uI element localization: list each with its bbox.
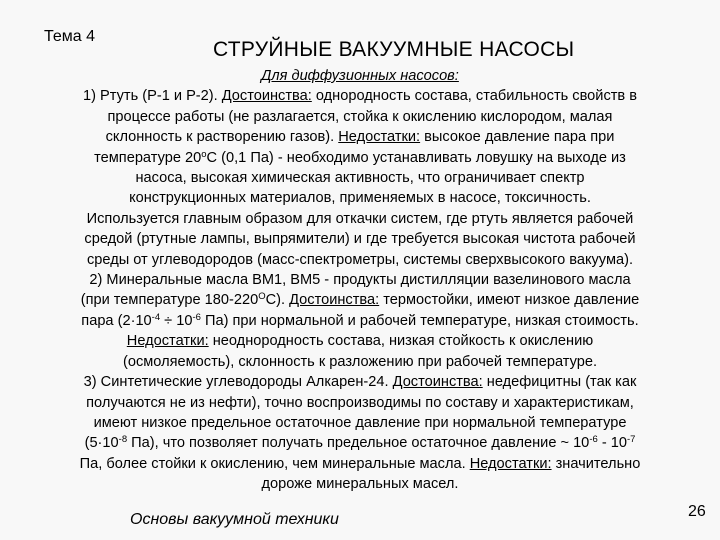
mineral-line-3-c: Па) при нормальной и рабочей температуре, низкая стоимость.	[200, 312, 639, 329]
mercury-usage-line-2: средой (ртутные лампы, выпрямители) и где требуется высокая чистота рабочей	[84, 231, 636, 248]
mercury-line-4-start: температуре 20	[94, 149, 202, 166]
mineral-line-3-b: ÷ 10	[160, 312, 193, 329]
slide-body	[10, 66, 710, 495]
mineral-line-4	[10, 331, 710, 351]
mercury-usage-line-1: Используется главным образом для откачки систем, где ртуть является рабочей	[86, 210, 634, 227]
mineral-disadvantages-text: неоднородность состава, низкая стойкость к окислению	[208, 333, 594, 350]
synthetic-intro: 3) Синтетические углеводороды Алкарен-24.	[83, 374, 393, 391]
synthetic-line-2: получаются не из нефти), точно воспроизводимы по составу и характеристикам,	[86, 394, 634, 411]
synthetic-line-4	[10, 433, 710, 453]
synthetic-line-1	[10, 372, 710, 392]
mercury-advantages-text-end: склонность к растворению газов).	[105, 129, 339, 146]
mercury-line-6: конструкционных материалов, применяемых в насосе, токсичность.	[129, 190, 591, 207]
exponent-superscript: -6	[589, 434, 598, 446]
page-number: 26	[688, 503, 706, 520]
degree-superscript: о	[201, 148, 207, 160]
mercury-advantages-label: Достоинства:	[221, 88, 312, 105]
mineral-line-3	[10, 311, 710, 331]
synthetic-advantages-label: Достоинства:	[392, 374, 483, 391]
mercury-disadvantages-label: Недостатки:	[338, 129, 421, 146]
synthetic-line-5-a: Па, более стойки к окислению, чем минеральные масла.	[79, 455, 470, 472]
exponent-superscript: -7	[626, 434, 636, 446]
mineral-line-2	[10, 290, 710, 310]
mineral-line-5: (осмоляемость), склонность к разложению при рабочей температуре.	[122, 353, 598, 370]
mineral-line-3-a: пара (2·10	[81, 312, 152, 329]
degree-superscript: О	[258, 291, 266, 303]
slide-title: СТРУЙНЫЕ ВАКУУМНЫЕ НАСОСЫ	[213, 38, 575, 61]
synthetic-line-5	[10, 454, 710, 474]
mineral-advantages-text: термостойки, имеют низкое давление	[379, 292, 640, 309]
mercury-disadvantages-text: высокое давление пара при	[420, 129, 615, 146]
exponent-superscript: -8	[118, 434, 128, 446]
synthetic-disadvantages-label: Недостатки:	[469, 455, 552, 472]
mercury-line-2: процессе работы (не разлагается, стойка к окислению кислородом, малая	[107, 108, 613, 125]
mineral-line-2-start: (при температуре 180-220	[80, 292, 259, 309]
mercury-line-1	[10, 86, 710, 106]
exponent-superscript: -6	[192, 311, 201, 323]
footer-course-title: Основы вакуумной техники	[130, 511, 339, 528]
mercury-usage-line-3: среды от углеводородов (масс-спектрометры, системы сверхвысокого вакуума).	[86, 251, 634, 268]
synthetic-line-4-c: - 10	[597, 435, 627, 452]
subtitle: Для диффузионных насосов:	[261, 68, 459, 84]
mercury-intro: 1) Ртуть (Р-1 и Р-2).	[82, 88, 222, 105]
synthetic-line-4-a: (5·10	[84, 435, 119, 452]
synthetic-advantages-text: недефицитны (так как	[482, 374, 637, 391]
synthetic-line-6: дороже минеральных масел.	[261, 476, 459, 493]
synthetic-line-4-b: Па), что позволяет получать предельное остаточное давление ~ 10	[127, 435, 590, 452]
mercury-line-3	[10, 127, 710, 147]
mercury-advantages-text: однородность состава, стабильность свойств в	[311, 88, 637, 105]
mineral-line-1: 2) Минеральные масла ВМ1, ВМ5 - продукты дистилляции вазелинового масла	[89, 272, 631, 289]
mineral-line-2-mid: С).	[265, 292, 290, 309]
synthetic-line-3: имеют низкое предельное остаточное давление при нормальной температуре	[93, 414, 627, 431]
mercury-line-5: насоса, высокая химическая активность, что ограничивает спектр	[135, 170, 585, 187]
synthetic-disadvantages-text: значительно	[551, 455, 641, 472]
exponent-superscript: -4	[151, 311, 161, 323]
mercury-line-4	[10, 148, 710, 168]
topic-label: Тема 4	[44, 28, 96, 45]
mineral-disadvantages-label: Недостатки:	[126, 333, 209, 350]
mercury-line-4-end: С (0,1 Па) - необходимо устанавливать ловушку на выходе из	[206, 149, 626, 166]
mineral-advantages-label: Достоинства:	[289, 292, 380, 309]
